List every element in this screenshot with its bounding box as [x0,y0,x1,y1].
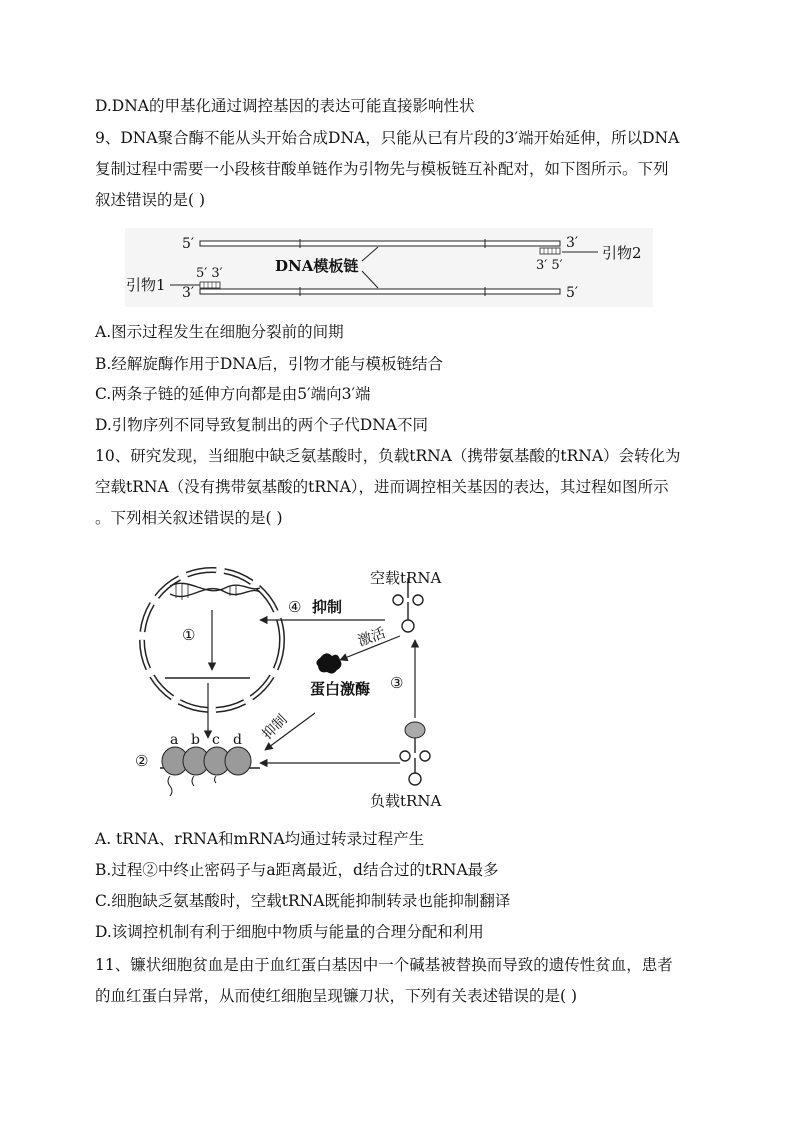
q10-stem-line1: 10、研究发现，当细胞中缺乏氨基酸时，负载tRNA（携带氨基酸的tRNA）会转化为 [95,447,681,465]
q9-stem-line3: 叙述错误的是( ) [95,191,206,209]
top-strand-left-end: 5′ [182,236,195,252]
loaded-trna-label: 负载tRNA [370,792,442,810]
bottom-strand-left-end: 3′ [182,285,195,301]
q10-option-a: A. tRNA、rRNA和mRNA均通过转录过程产生 [95,830,425,848]
kinase-label: 蛋白激酶 [310,680,371,698]
top-strand-right-end: 3′ [566,235,579,251]
q10-option-b: B.过程②中终止密码子与a距离最近，d结合过的tRNA最多 [95,861,499,879]
step2-label: ② [135,752,149,770]
q11-stem-line1: 11、镰状细胞贫血是由于血红蛋白基因中一个碱基被替换而导致的遗传性贫血，患者 [95,956,673,974]
q10-option-d: D.该调控机制有利于细胞中物质与能量的合理分配和利用 [95,923,484,941]
primer1-ends: 5′ 3′ [196,266,223,281]
ribosome-a-label: a [170,732,179,748]
empty-trna-label: 空载tRNA [370,569,442,587]
inhibit-top-label: 抑制 [312,598,343,616]
primer1-label: 引物1 [126,276,166,294]
ribosome-c-label: c [212,732,220,748]
q8-option-d: D.DNA的甲基化通过调控基因的表达可能直接影响性状 [95,97,475,115]
step1-label: ① [182,626,196,644]
dna-primer-diagram [120,225,660,310]
q10-stem-line3: 。下列相关叙述错误的是( ) [95,509,283,527]
q9-option-b: B.经解旋酶作用于DNA后，引物才能与模板链结合 [95,355,444,373]
q9-option-c: C.两条子链的延伸方向都是由5′端向3′端 [95,385,371,403]
q10-option-c: C.细胞缺乏氨基酸时，空载tRNA既能抑制转录也能抑制翻译 [95,892,511,910]
q9-stem-line2: 复制过程中需要一小段核苷酸单链作为引物先与模板链互补配对，如下图所示。下列 [95,160,669,178]
ribosome-d-label: d [233,732,242,748]
q9-option-a: A.图示过程发生在细胞分裂前的间期 [95,323,344,341]
step4-label: ④ [288,598,302,616]
activate-label: 激活 [355,625,388,650]
q9-stem-line1: 9、DNA聚合酶不能从头开始合成DNA，只能从已有片段的3′端开始延伸，所以DNA [95,129,680,147]
inhibit-diag-label: 抑制 [259,711,291,743]
step3-label: ③ [390,674,404,692]
trna-regulation-diagram [130,558,460,818]
template-strand-label: DNA模板链 [275,257,359,275]
bottom-strand-right-end: 5′ [566,285,579,301]
q10-stem-line2: 空载tRNA（没有携带氨基酸的tRNA），进而调控相关基因的表达，其过程如图所示 [95,478,669,496]
primer2-label: 引物2 [602,244,642,262]
q9-option-d: D.引物序列不同导致复制出的两个子代DNA不同 [95,416,428,434]
primer2-ends: 3′ 5′ [536,258,563,273]
ribosome-b-label: b [191,732,200,748]
q11-stem-line2: 的血红蛋白异常，从而使红细胞呈现镰刀状，下列有关表述错误的是( ) [95,987,578,1005]
